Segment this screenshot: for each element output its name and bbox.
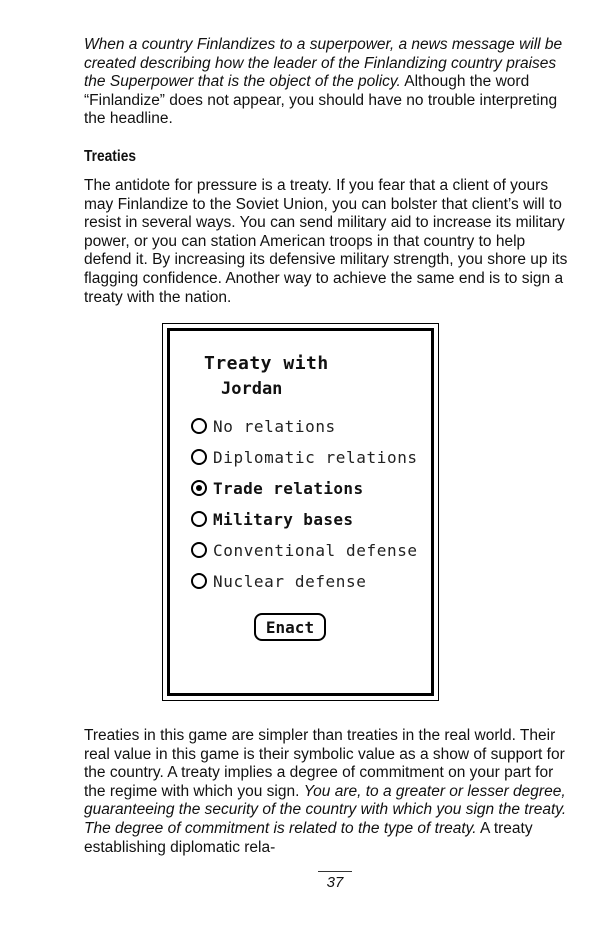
option-label: Conventional defense bbox=[213, 540, 418, 560]
radio-button-icon[interactable] bbox=[191, 542, 207, 558]
option-no-relations[interactable] bbox=[191, 415, 336, 437]
treaty-dialog bbox=[162, 323, 439, 701]
radio-button-icon[interactable] bbox=[191, 573, 207, 589]
radio-button-icon[interactable] bbox=[191, 511, 207, 527]
section-heading: Treaties bbox=[84, 148, 137, 165]
dialog-country: Jordan bbox=[221, 379, 283, 399]
radio-button-selected-icon[interactable] bbox=[191, 480, 207, 496]
closing-text-2: A treaty establishing diplomatic rela- bbox=[84, 819, 533, 856]
closing-paragraph bbox=[84, 727, 574, 857]
intro-plain-text: Although the word “Finlandize” does not appear, you should have no trouble interpreting the headline. bbox=[84, 73, 558, 128]
option-label: Trade relations bbox=[213, 478, 364, 498]
option-label: Nuclear defense bbox=[213, 571, 367, 591]
footer-rule bbox=[318, 871, 352, 872]
option-conventional-defense[interactable] bbox=[191, 539, 418, 561]
closing-text-1: Treaties in this game are simpler than treaties in the real world. Their real value in this game is their symbolic value as a show of support for the country. A treaty implies a degree of commitment on your part for the regime with which you sign. bbox=[84, 727, 565, 800]
option-label: Diplomatic relations bbox=[213, 447, 418, 467]
option-label: Military bases bbox=[213, 509, 354, 529]
option-diplomatic-relations[interactable] bbox=[191, 446, 418, 468]
dialog-title: Treaty with bbox=[204, 353, 329, 374]
option-trade-relations[interactable] bbox=[191, 477, 364, 499]
radio-button-icon[interactable] bbox=[191, 418, 207, 434]
page-number: 37 bbox=[326, 874, 344, 891]
option-military-bases[interactable] bbox=[191, 508, 353, 530]
option-label: No relations bbox=[213, 416, 336, 436]
closing-italic-text: You are, to a greater or lesser degree, guaranteeing the security of the country with which you sign the treaty. The degree of commitment is related to the type of treaty. bbox=[84, 782, 567, 837]
radio-button-icon[interactable] bbox=[191, 449, 207, 465]
option-nuclear-defense[interactable] bbox=[191, 570, 367, 592]
intro-paragraph bbox=[84, 36, 574, 129]
intro-italic-text: When a country Finlandizes to a superpower, a news message will be created describing how the leader of the Finlandizing country praises the Superpower that is the object of the policy. bbox=[84, 36, 563, 91]
enact-button[interactable]: Enact bbox=[254, 613, 326, 641]
treaty-dialog-frame bbox=[167, 328, 434, 696]
treaties-paragraph: The antidote for pressure is a treaty. If you fear that a client of yours may Finlandize to the Soviet Union, you can bolster that client’s will to resist in several ways. You can send military aid to increase its military power, or you can station American troops in that country to help defend it. By increasing its defensive military strength, you shore up its flagging confidence. Another way to achieve the same end is to sign a treaty with the nation. bbox=[84, 177, 568, 306]
